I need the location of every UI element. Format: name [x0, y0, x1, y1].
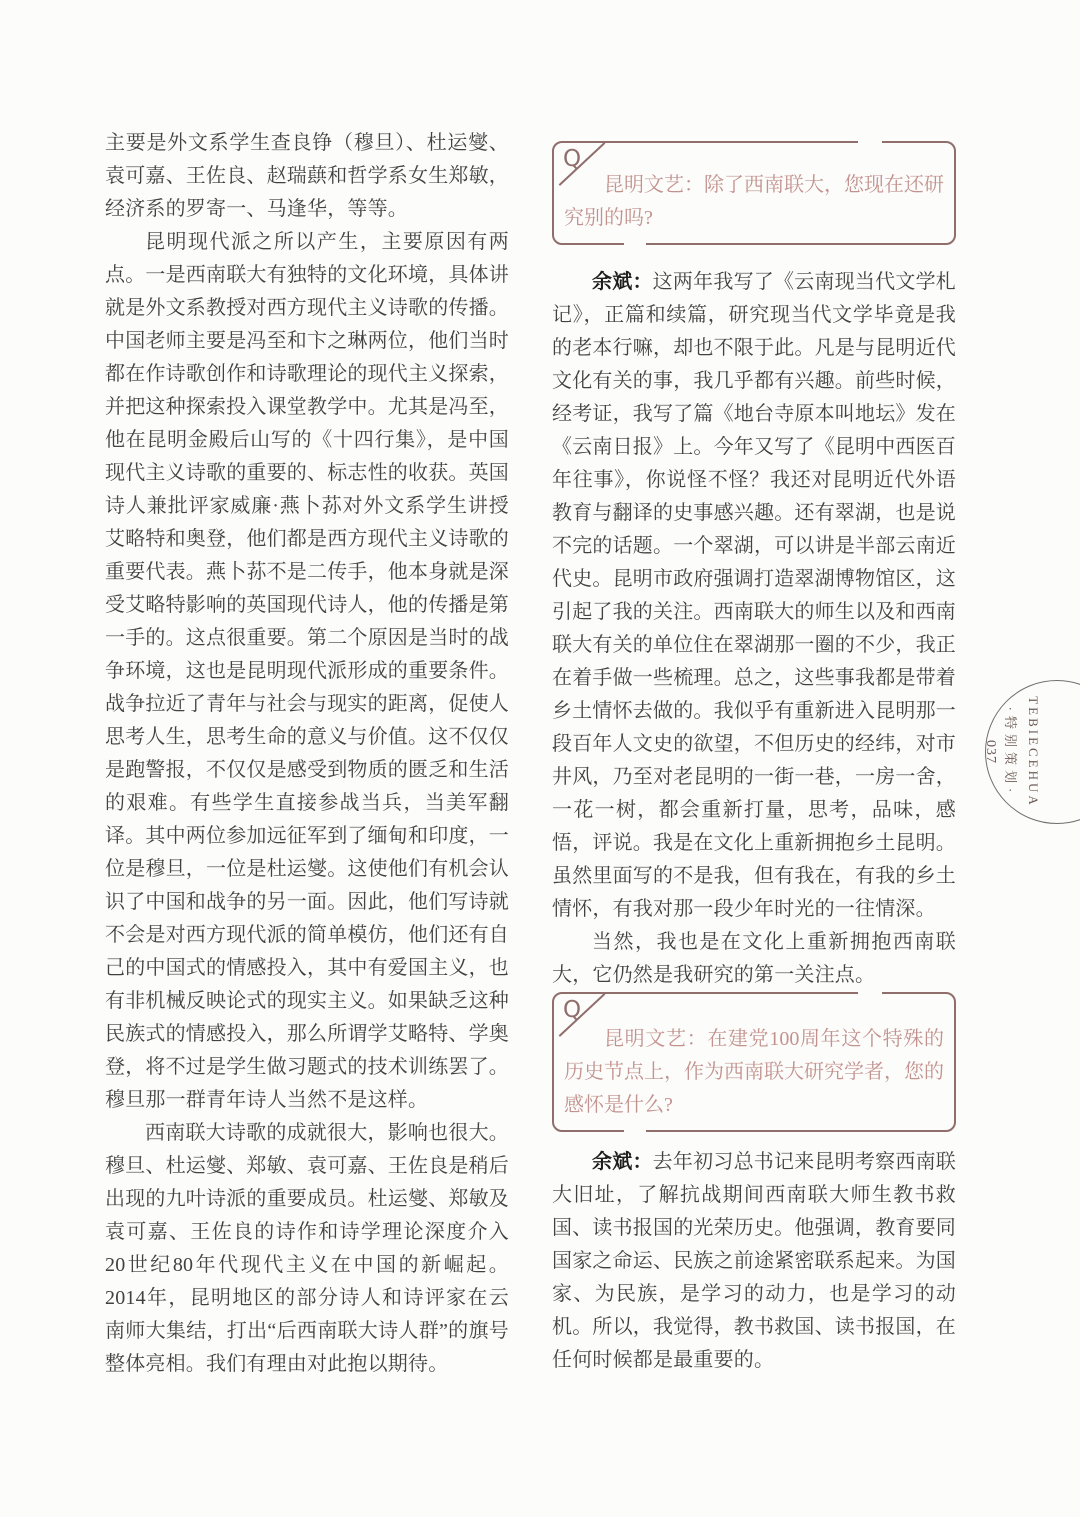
right-column	[552, 141, 956, 1377]
left-paragraph-2: 昆明现代派之所以产生，主要原因有两点。一是西南联大有独特的文化环境，具体讲就是外文系教授对西方现代主义诗歌的传播。中国老师主要是冯至和卞之琳两位，他们当时都在作诗歌创作和诗歌理论的现代主义探索，并把这种探索投入课堂教学中。尤其是冯至，他在昆明金殿后山写的《十四行集》，是中国现代主义诗歌的重要的、标志性的收获。英国诗人兼批评家威廉·燕卜荪对外文系学生讲授艾略特和奥登，他们都是西方现代主义诗歌的重要代表。燕卜荪不是二传手，他本身就是深受艾略特影响的英国现代诗人，他的传播是第一手的。这点很重要。第二个原因是当时的战争环境，这也是昆明现代派形成的重要条件。战争拉近了青年与社会与现实的距离，促使人思考人生，思考生命的意义与价值。这不仅仅是跑警报，不仅仅是感受到物质的匮乏和生活的艰难。有些学生直接参战当兵，当美军翻译。其中两位参加远征军到了缅甸和印度，一位是穆旦，一位是杜运燮。这使他们有机会认识了中国和战争的另一面。因此，他们写诗就不会是对西方现代派的简单模仿，他们还有自己的中国式的情感投入，其中有爱国主义，也有非机械反映论式的现实主义。如果缺乏这种民族式的情感投入，那么所谓学艾略特、学奥登，将不过是学生做习题式的技术训练罢了。穆旦那一群青年诗人当然不是这样。	[105, 231, 509, 1111]
question-body: 除了西南联大，您现在还研究别的吗?	[564, 174, 944, 229]
answer-2-paragraph-1	[552, 1146, 956, 1377]
q-letter-icon: Q	[563, 146, 582, 172]
section-badge	[927, 672, 1080, 832]
border-gap-top	[858, 990, 882, 996]
left-column	[105, 127, 509, 1381]
speaker-label: 余斌：	[592, 271, 653, 293]
answer-body: 去年初习总书记来昆明考察西南联大旧址，了解抗战期间西南联大师生教书救国、读书报国的光荣历史。他强调，教育要同国家之命运、民族之前途紧密联系起来。为国家、为民族，是学习的动力，也是学习的动机。所以，我觉得，教书救国、读书报国，在任何时候都是最重要的。	[552, 1151, 956, 1371]
section-name-latin: TEBIECEHUA	[1026, 696, 1042, 808]
speaker-label: 余斌：	[592, 1151, 653, 1173]
question-box-1	[552, 141, 956, 245]
left-paragraph-1: 主要是外文系学生查良铮（穆旦）、杜运燮、袁可嘉、王佐良、赵瑞蕻和哲学系女生郑敏，经济系的罗寄一、马逢华，等等。	[105, 132, 509, 220]
asker-label: 昆明文艺：	[604, 174, 704, 196]
border-gap-bottom	[624, 241, 646, 247]
question-text-2	[564, 1023, 944, 1122]
section-name-chinese: ·特别策划·	[1003, 706, 1019, 798]
answer-1-paragraph-1	[552, 266, 956, 926]
border-gap-bottom	[624, 1128, 646, 1134]
question-text-1	[564, 169, 944, 235]
page-number: 037	[983, 740, 999, 764]
answer-1-paragraph-2: 当然，我也是在文化上重新拥抱西南联大，它仍然是我研究的第一关注点。	[552, 931, 956, 986]
asker-label: 昆明文艺：	[604, 1028, 708, 1050]
q-letter-icon: Q	[563, 997, 582, 1023]
answer-body: 这两年我写了《云南现当代文学札记》，正篇和续篇，研究现当代文学毕竟是我的老本行嘛，却也不限于此。凡是与昆明近代文化有关的事，我几乎都有兴趣。前些时候，经考证，我写了篇《地台寺原本叫地坛》发在《云南日报》上。今年又写了《昆明中西医百年往事》，你说怪不怪？我还对昆明近代外语教育与翻译的史事感兴趣。还有翠湖，也是说不完的话题。一个翠湖，可以讲是半部云南近代史。昆明市政府强调打造翠湖博物馆区，这引起了我的关注。西南联大的师生以及和西南联大有关的单位住在翠湖那一圈的不少，我正在着手做一些梳理。总之，这些事我都是带着乡土情怀去做的。我似乎有重新进入昆明那一段百年人文史的欲望，不但历史的经纬，对市井风，乃至对老昆明的一街一巷，一房一舍，一花一树，都会重新打量，思考，品味，感悟，评说。我是在文化上重新拥抱乡土昆明。虽然里面写的不是我，但有我在，有我的乡土情怀，有我对那一段少年时光的一往情深。	[552, 271, 956, 920]
question-box-2	[552, 992, 956, 1132]
left-paragraph-3: 西南联大诗歌的成就很大，影响也很大。穆旦、杜运燮、郑敏、袁可嘉、王佐良是稍后出现的九叶诗派的重要成员。杜运燮、郑敏及袁可嘉、王佐良的诗作和诗学理论深度介入20世纪80年代现代主义在中国的新崛起。2014年，昆明地区的部分诗人和诗评家在云南师大集结，打出“后西南联大诗人群”的旗号整体亮相。我们有理由对此抱以期待。	[105, 1122, 509, 1375]
border-gap-top	[858, 139, 882, 145]
question-body: 在建党100周年这个特殊的历史节点上，作为西南联大研究学者，您的感怀是什么?	[564, 1028, 945, 1116]
